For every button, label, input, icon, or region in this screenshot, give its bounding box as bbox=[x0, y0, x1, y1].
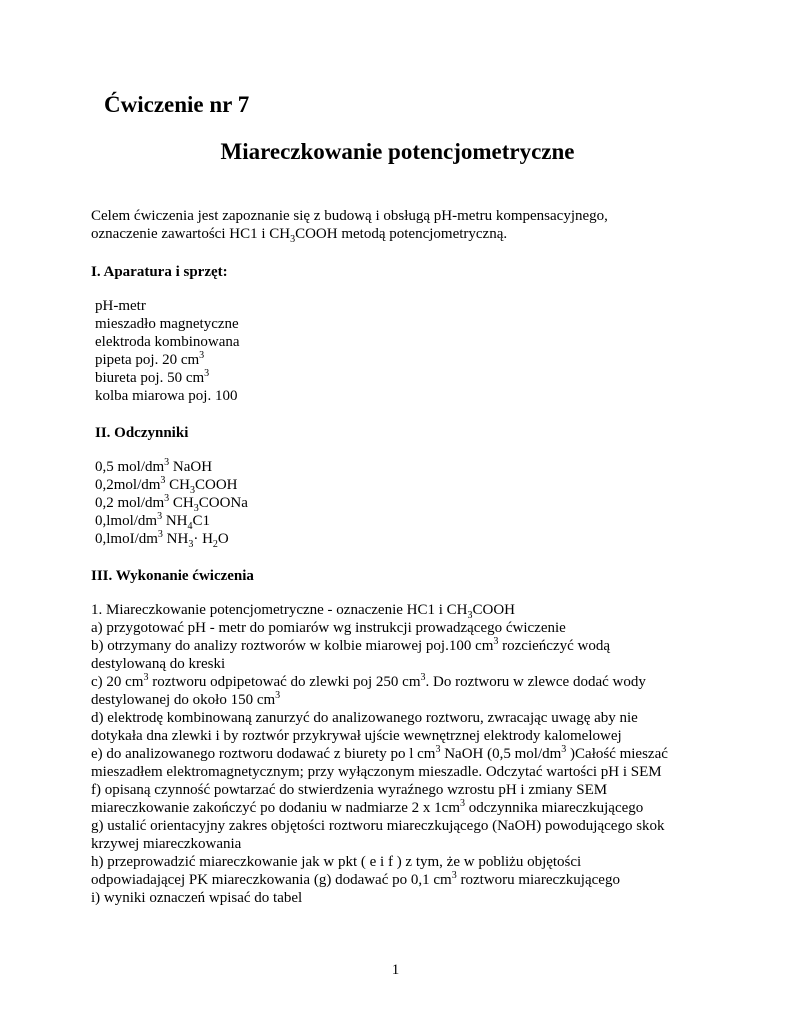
equipment-item: kolba miarowa poj. 100 bbox=[95, 388, 238, 404]
procedure-line: f) opisaną czynność powtarzać do stwierdzenia wyraźnego wzrostu pH i zmiany SEM bbox=[91, 782, 608, 798]
procedure-line: b) otrzymany do analizy roztworów w kolbie miarowej poj.100 $cm^3$ rozcieńczyć wodą bbox=[91, 636, 611, 654]
procedure-line: destylowaną do kreski bbox=[91, 656, 226, 672]
equipment-item: pH-metr bbox=[95, 298, 146, 314]
procedure-line: g) ustalić orientacyjny zakres objętości roztworu miareczkującego (NaOH) powodującego skok bbox=[91, 818, 665, 834]
section-heading-reagents: II. Odczynniki bbox=[95, 425, 189, 441]
equipment-item: mieszadło magnetyczne bbox=[95, 316, 239, 332]
procedure-line: krzywej miareczkowania bbox=[91, 836, 242, 852]
procedure-line: c) 20 $cm^3$ roztworu odpipetować do zlewki poj 250 $cm^3$. Do roztworu w zlewce dodać wody bbox=[91, 672, 646, 690]
intro-line-2: oznaczenie zawartości HC1 i $CH_3COOH$ metodą potencjometryczną. bbox=[91, 226, 508, 245]
reagent-item: 0,2 mol/$dm^3$ $CH_3COONa$ bbox=[95, 493, 248, 514]
procedure-line: mieszadłem elektromagnetycznym; przy wyłączonym mieszadle. Odczytać wartości pH i SEM bbox=[91, 764, 662, 780]
exercise-title: Ćwiczenie nr 7 bbox=[104, 92, 250, 117]
procedure-line: h) przeprowadzić miareczkowanie jak w pkt ( e i f ) z tym, że w pobliżu objętości bbox=[91, 854, 582, 870]
procedure-line: destylowanej do około 150 $cm^3$ bbox=[91, 690, 281, 708]
section-heading-equipment: I. Aparatura i sprzęt: bbox=[91, 264, 228, 280]
reagent-item: $0,2mol/dm^3$ $CH_3COOH$ bbox=[95, 475, 238, 496]
page-number: 1 bbox=[391, 962, 400, 978]
reagent-item: $0,lmol/dm^3$ $NH_4C1$ bbox=[95, 511, 211, 532]
intro-line-1: Celem ćwiczenia jest zapoznanie się z budową i obsługą pH-metru kompensacyjnego, bbox=[91, 208, 608, 224]
equipment-item: elektroda kombinowana bbox=[95, 334, 240, 350]
section-heading-procedure: III. Wykonanie ćwiczenia bbox=[91, 568, 254, 584]
equipment-item: pipeta poj. 20 $cm^3$ bbox=[95, 350, 205, 368]
procedure-line: miareczkowanie zakończyć po dodaniu w nadmiarze 2 x $1cm^3$ odczynnika miareczkującego bbox=[91, 798, 644, 816]
procedure-line: odpowiadającej PK miareczkowania (g) dodawać po 0,1 $cm^3$ roztworu miareczkującego bbox=[91, 870, 620, 888]
procedure-line: e) do analizowanego roztworu dodawać z biurety po l $cm^3$ NaOH (0,5 mol/$dm^3$ )Całość mieszać bbox=[91, 744, 668, 762]
equipment-item: biureta poj. 50 $cm^3$ bbox=[95, 368, 210, 386]
document-subtitle: Miareczkowanie potencjometryczne bbox=[220, 139, 575, 164]
procedure-line: i) wyniki oznaczeń wpisać do tabel bbox=[91, 890, 303, 906]
reagent-item: $0,lmoI/dm^3$ $NH_3\cdot H_2O$ bbox=[95, 529, 229, 550]
procedure-line: dotykała dna zlewki i by roztwór przykrywał ujście wewnętrznej elektrody kalomelowej bbox=[91, 728, 622, 744]
procedure-line: a) przygotować pH - metr do pomiarów wg instrukcji prowadzącego ćwiczenie bbox=[91, 620, 566, 636]
procedure-line: 1. Miareczkowanie potencjometryczne - oznaczenie HC1 i $CH_3COOH$ bbox=[91, 602, 516, 621]
reagent-item: 0,5 mol/$dm^3$ NaOH bbox=[95, 457, 213, 475]
procedure-line: d) elektrodę kombinowaną zanurzyć do analizowanego roztworu, zwracając uwagę aby nie bbox=[91, 710, 638, 726]
